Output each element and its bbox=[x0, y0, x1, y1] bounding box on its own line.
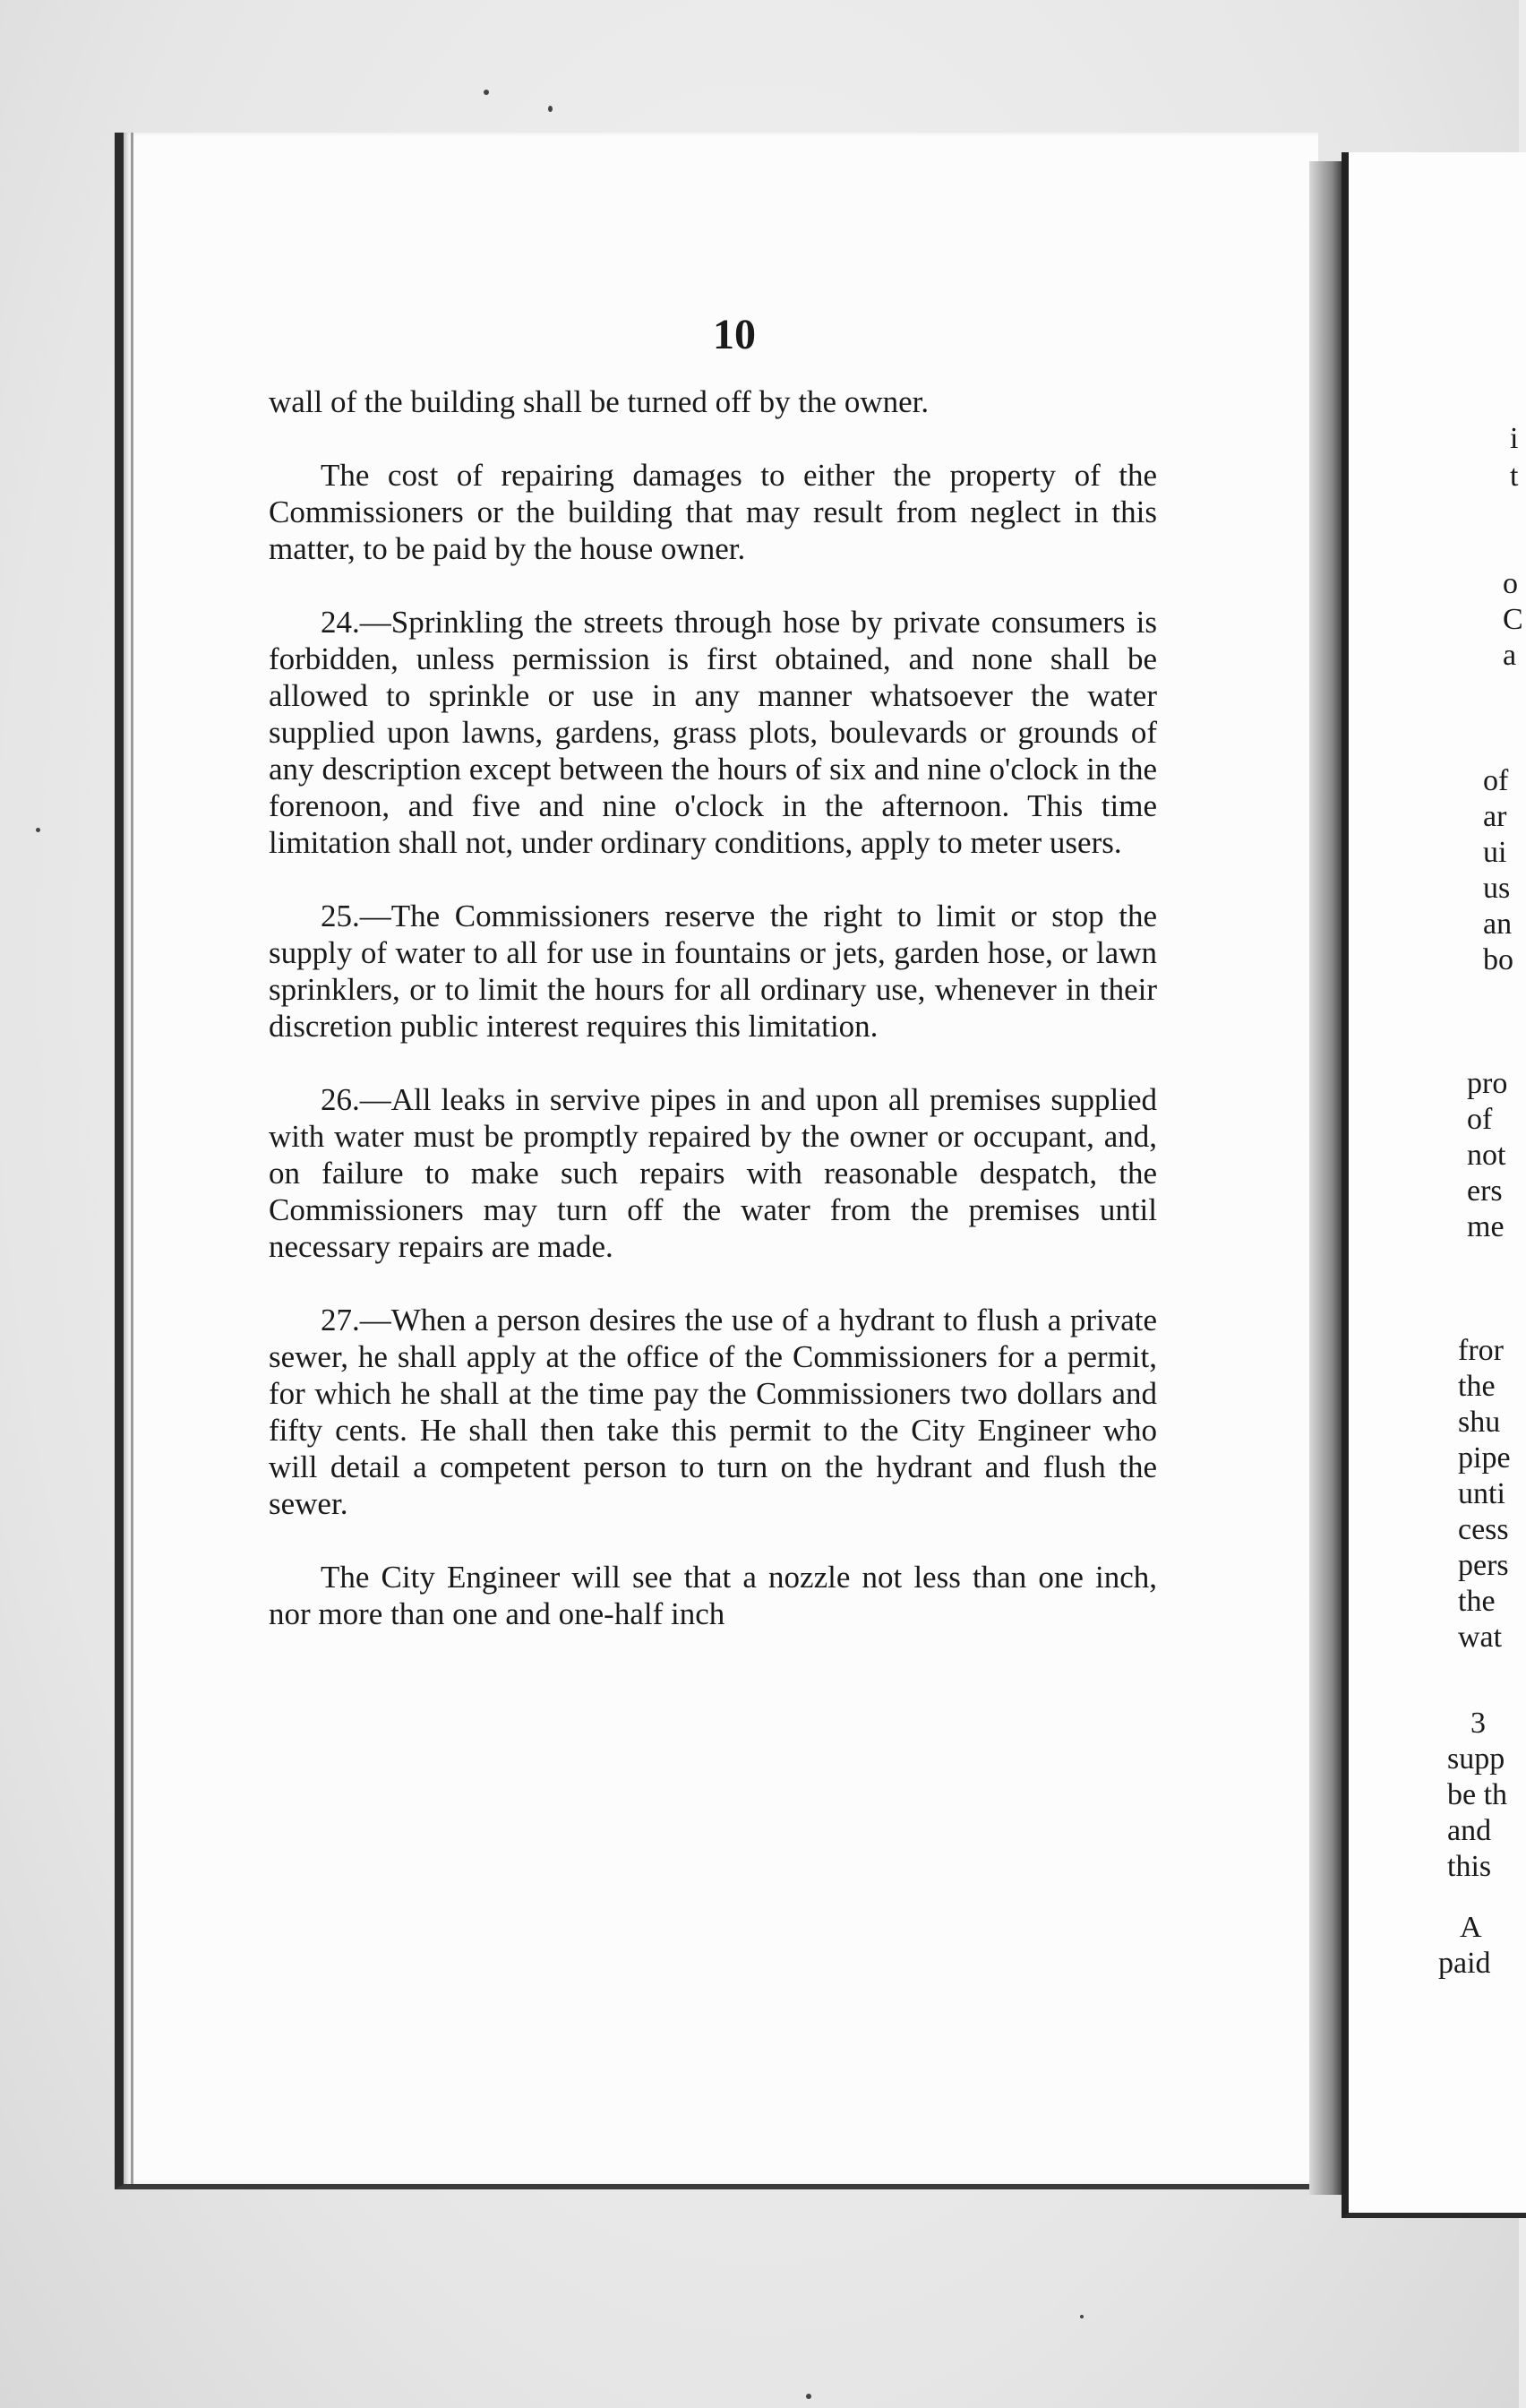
text-fragment: us bbox=[1483, 872, 1511, 905]
text-fragment: not bbox=[1467, 1139, 1506, 1172]
text-fragment: bo bbox=[1483, 943, 1513, 976]
text-fragment: ers bbox=[1467, 1174, 1503, 1208]
paragraph-continued: wall of the building shall be turned off by the owner. bbox=[269, 384, 930, 419]
text-fragment: the bbox=[1458, 1370, 1496, 1403]
text-fragment: pers bbox=[1458, 1549, 1509, 1582]
text-fragment: 3 bbox=[1470, 1707, 1486, 1740]
text-fragment: an bbox=[1483, 907, 1513, 941]
paragraph-rule-25: 25.—The Commissioners reserve the right to limit or stop the supply of water to all for use in fountains or jets, garden hose, or lawn sprinklers, or to limit the hours for all ordinary use, whenever in their discretion public interest requires this limitation. bbox=[269, 899, 1157, 1044]
page-number: 10 bbox=[713, 311, 756, 358]
text-fragment: unti bbox=[1458, 1477, 1505, 1510]
text-fragment: pro bbox=[1467, 1067, 1508, 1100]
paragraph-repair-cost: The cost of repairing damages to either the property of the Commissioners or the building that may result from neglect in this matter, to be paid by the house owner. bbox=[269, 458, 1157, 566]
text-fragment: i bbox=[1510, 422, 1519, 455]
paragraph-rule-26: 26.—All leaks in servive pipes in and upon all premises supplied with water must be promptly repaired by the owner or occupant, and, on failure to make such repairs with reasonable despatch, the Commissioners may turn off the water from the premises until necessary repairs are made. bbox=[269, 1082, 1157, 1264]
paragraph-rule-27: 27.—When a person desires the use of a hydrant to flush a private sewer, he shall apply at the office of the Commissioners for a permit, for which he shall at the time pay the Commissioners two dollars and fifty cents. He shall then take this permit to the City Engineer who will detail a competent person to turn on the hydrant and flush the sewer. bbox=[269, 1303, 1157, 1521]
text-fragment: shu bbox=[1458, 1406, 1501, 1439]
text-fragment: paid bbox=[1438, 1947, 1491, 1980]
text-fragment: and bbox=[1447, 1814, 1492, 1847]
text-fragment: me bbox=[1467, 1210, 1505, 1243]
scan-speck bbox=[806, 2394, 811, 2399]
scan-speck bbox=[1080, 2315, 1084, 2318]
text-fragment: C bbox=[1503, 603, 1523, 636]
paragraph-rule-24: 24.—Sprinkling the streets through hose by private consumers is forbidden, unless permission is first obtained, and none shall be allowed to sprinkle or use in any manner whatsoever the water supplied upon lawns, gardens, grass plots, boulevards or grounds of any description except between the hours of six and nine o'clock in the forenoon, and five and nine o'clock in the afternoon. This time limitation shall not, under ordinary conditions, apply to meter users. bbox=[269, 605, 1157, 860]
text-fragment: ar bbox=[1483, 800, 1507, 833]
text-fragment: of bbox=[1483, 764, 1509, 797]
text-fragment: a bbox=[1503, 639, 1517, 672]
text-fragment: be th bbox=[1447, 1778, 1508, 1811]
text-fragment: wat bbox=[1458, 1621, 1503, 1654]
text-fragment: t bbox=[1510, 460, 1519, 493]
text-fragment: supp bbox=[1447, 1742, 1505, 1776]
text-fragment: pipe bbox=[1458, 1441, 1511, 1475]
left-page-text bbox=[269, 383, 1157, 1632]
text-fragment: of bbox=[1467, 1103, 1493, 1136]
text-fragment: fror bbox=[1458, 1334, 1504, 1367]
text-fragment: this bbox=[1447, 1850, 1492, 1883]
text-fragment: ui bbox=[1483, 836, 1507, 869]
scan-speck bbox=[484, 90, 489, 95]
text-fragment: cess bbox=[1458, 1513, 1509, 1546]
scan-speck bbox=[36, 828, 40, 832]
scan-speck bbox=[548, 106, 553, 112]
text-fragment: the bbox=[1458, 1585, 1496, 1618]
text-fragment: A bbox=[1460, 1911, 1482, 1944]
paragraph-nozzle: The City Engineer will see that a nozzle not less than one inch, nor more than one and one-half inch bbox=[269, 1560, 1157, 1631]
text-fragment: o bbox=[1503, 567, 1518, 600]
right-page bbox=[1342, 152, 1526, 2218]
